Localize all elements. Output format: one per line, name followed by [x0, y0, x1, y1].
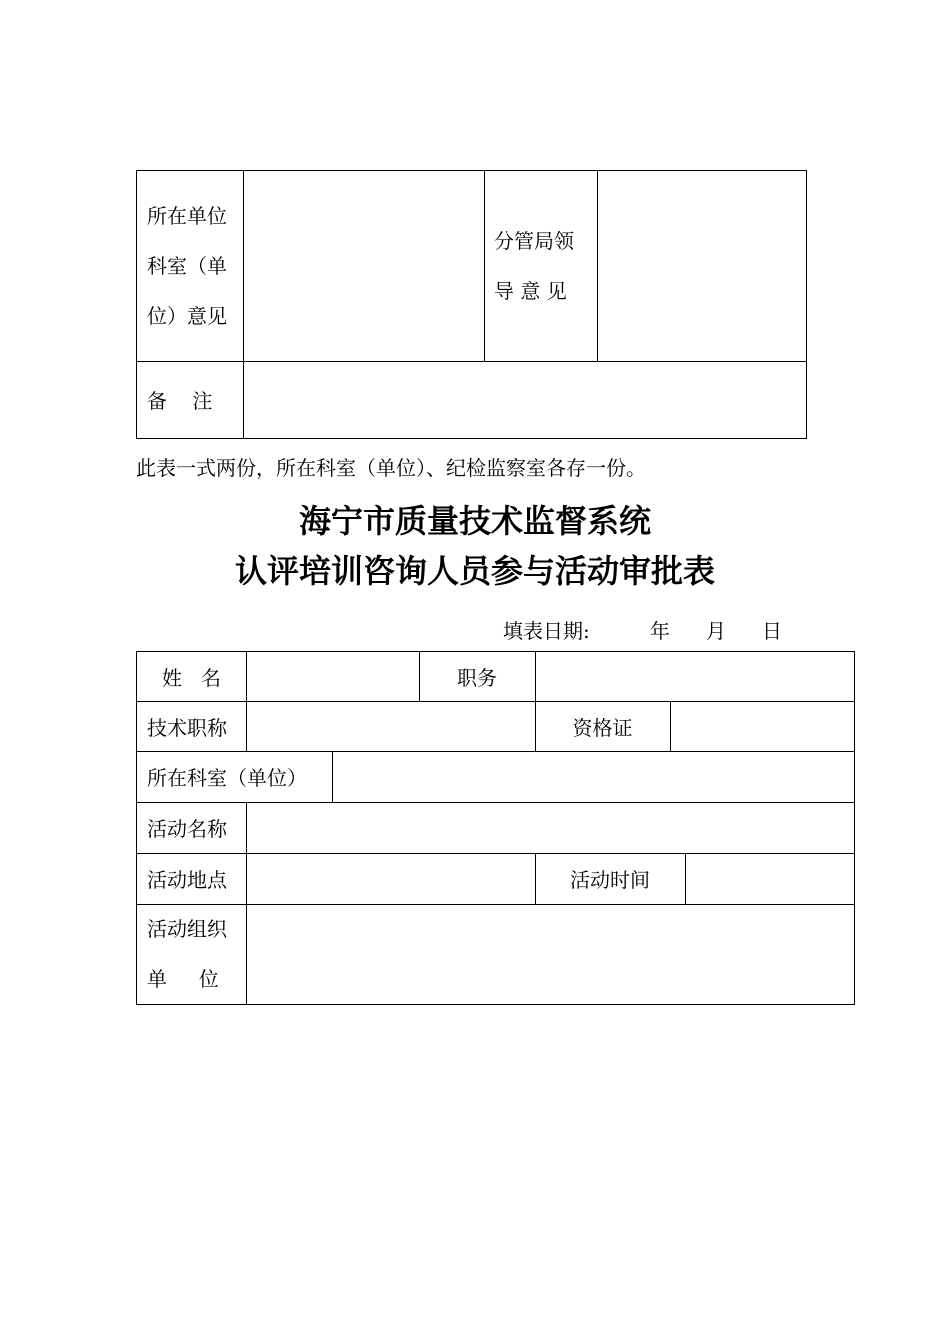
- position-label: 职务: [419, 651, 536, 702]
- fill-date-label: 填表日期:: [503, 619, 590, 643]
- remarks-label: 备 注: [136, 361, 244, 439]
- position-field[interactable]: [535, 651, 855, 702]
- leader-opinion-field[interactable]: [597, 170, 807, 362]
- tech-title-field[interactable]: [246, 701, 536, 752]
- certificate-field[interactable]: [670, 701, 855, 752]
- department-label: 所在科室（单位）: [136, 751, 333, 803]
- dept-opinion-line: 位）意见: [147, 304, 227, 328]
- activity-place-field[interactable]: [246, 853, 536, 905]
- department-field[interactable]: [332, 751, 855, 803]
- dept-opinion-field[interactable]: [243, 170, 485, 362]
- leader-opinion-line: 分管局领: [494, 229, 574, 253]
- organizer-line: 单 位: [147, 967, 219, 991]
- page-title: 海宁市质量技术监督系统: [298, 502, 651, 540]
- dept-opinion-label: [136, 170, 244, 362]
- certificate-label: 资格证: [535, 701, 671, 752]
- leader-opinion-line: 导 意 见: [494, 279, 567, 303]
- fill-date-year: 年: [650, 619, 670, 643]
- remarks-field[interactable]: [243, 361, 807, 439]
- fill-date-month: 月: [706, 619, 726, 643]
- dept-opinion-line: 科室（单: [147, 254, 227, 278]
- fill-date-day: 日: [762, 619, 782, 643]
- dept-opinion-line: 所在单位: [147, 204, 227, 228]
- organizer-line: 活动组织: [147, 917, 227, 941]
- activity-time-field[interactable]: [685, 853, 855, 905]
- name-label: 姓 名: [136, 651, 247, 702]
- page-subtitle: 认评培训咨询人员参与活动审批表: [234, 552, 715, 590]
- organizer-label: [136, 904, 247, 1005]
- tech-title-label: 技术职称: [136, 701, 247, 752]
- copies-note: 此表一式两份，所在科室（单位）、纪检监察室各存一份。: [136, 456, 646, 480]
- activity-place-label: 活动地点: [136, 853, 247, 905]
- leader-opinion-label: [484, 170, 598, 362]
- activity-name-label: 活动名称: [136, 802, 247, 854]
- name-field[interactable]: [246, 651, 420, 702]
- organizer-field[interactable]: [246, 904, 855, 1005]
- activity-time-label: 活动时间: [535, 853, 686, 905]
- activity-name-field[interactable]: [246, 802, 855, 854]
